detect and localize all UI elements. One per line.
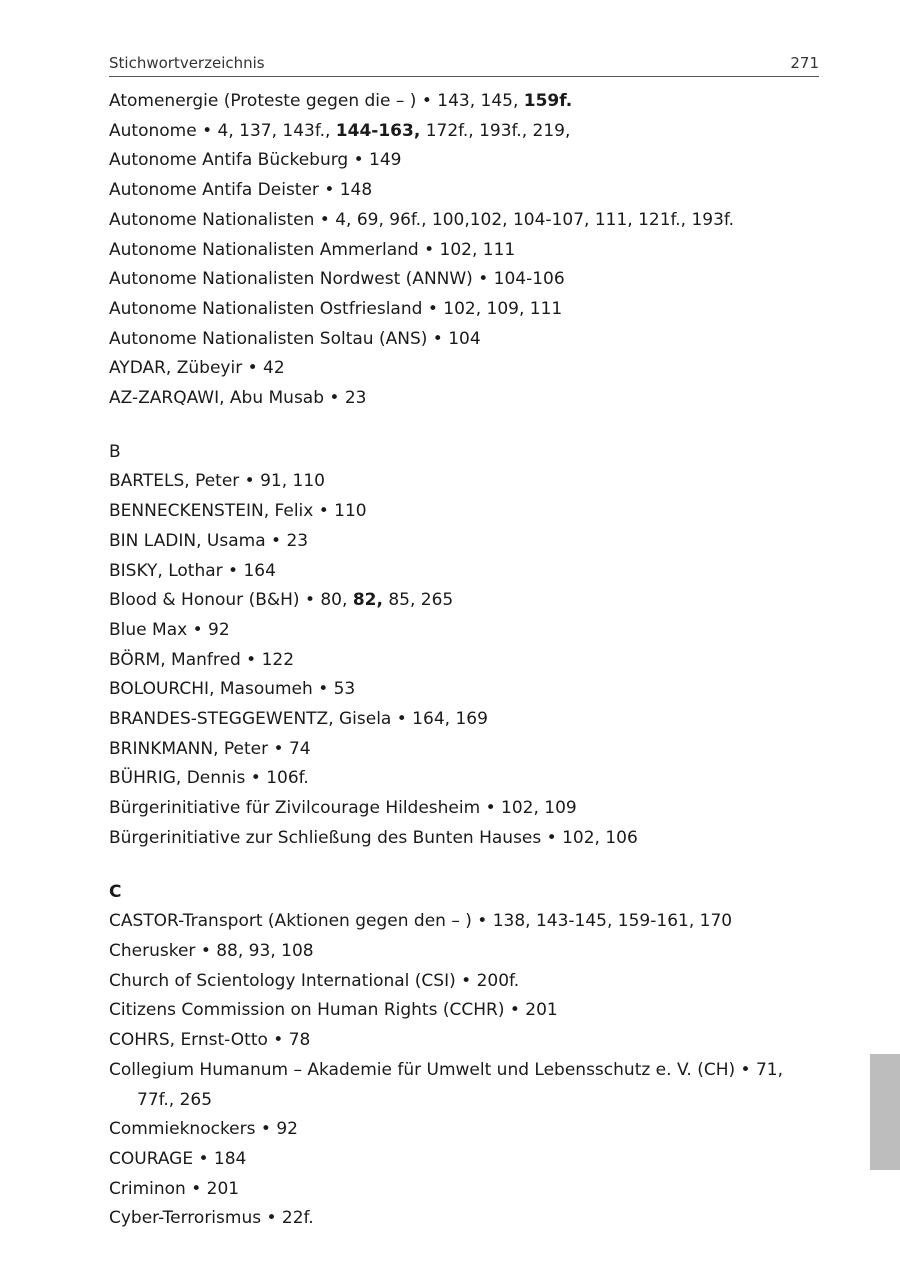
index-entry: BRINKMANN, Peter • 74 bbox=[109, 738, 311, 759]
index-entry: Autonome • 4, 137, 143f., 144-163, 172f., 193f., 219, bbox=[109, 120, 571, 141]
section-letter-b: B bbox=[109, 441, 121, 462]
index-entry: Cyber-Terrorismus • 22f. bbox=[109, 1208, 314, 1229]
index-entry: AZ-ZARQAWI, Abu Musab • 23 bbox=[109, 388, 367, 409]
index-entry: COHRS, Ernst-Otto • 78 bbox=[109, 1030, 311, 1051]
index-entry: Citizens Commission on Human Rights (CCHR) • 201 bbox=[109, 1000, 558, 1021]
index-entry: Autonome Nationalisten Soltau (ANS) • 104 bbox=[109, 328, 481, 349]
bold-page-ref: 144-163, bbox=[335, 120, 421, 141]
bold-page-ref: 159f. bbox=[523, 91, 573, 111]
section-letter-c: C bbox=[109, 881, 122, 902]
index-entry: BÜHRIG, Dennis • 106f. bbox=[109, 768, 309, 789]
index-entry: BARTELS, Peter • 91, 110 bbox=[109, 471, 326, 492]
index-entry: Autonome Nationalisten Ostfriesland • 102, 109, 111 bbox=[109, 298, 563, 319]
index-entry: Commieknockers • 92 bbox=[109, 1119, 298, 1140]
index-entry: BISKY, Lothar • 164 bbox=[109, 560, 276, 581]
index-entry: Criminon • 201 bbox=[109, 1178, 240, 1199]
index-entry: Autonome Antifa Deister • 148 bbox=[109, 180, 373, 201]
index-entry: Church of Scientology International (CSI) • 200f. bbox=[109, 970, 520, 991]
page-number: 271 bbox=[790, 54, 819, 72]
index-entry: BRANDES-STEGGEWENTZ, Gisela • 164, 169 bbox=[109, 709, 488, 730]
index-entry: Autonome Antifa Bückeburg • 149 bbox=[109, 150, 402, 171]
index-entry: Bürgerinitiative für Zivilcourage Hildesheim • 102, 109 bbox=[109, 798, 577, 819]
index-entry: Cherusker • 88, 93, 108 bbox=[109, 940, 314, 961]
index-entry: Atomenergie (Proteste gegen die – ) • 143, 145, 159f. bbox=[109, 91, 573, 111]
index-entry: COURAGE • 184 bbox=[109, 1148, 247, 1169]
index-entry: BOLOURCHI, Masoumeh • 53 bbox=[109, 679, 356, 700]
index-entry: CASTOR-Transport (Aktionen gegen den – ) • 138, 143-145, 159-161, 170 bbox=[109, 911, 733, 932]
bold-page-ref: 82, bbox=[352, 590, 383, 611]
index-entry: Collegium Humanum – Akademie für Umwelt und Lebensschutz e. V. (CH) • 71, 77f., 265 bbox=[109, 1059, 783, 1110]
index-entry: AYDAR, Zübeyir • 42 bbox=[109, 358, 285, 379]
index-entry: BENNECKENSTEIN, Felix • 110 bbox=[109, 501, 367, 522]
page-header bbox=[109, 52, 819, 77]
index-entry: BÖRM, Manfred • 122 bbox=[109, 649, 295, 670]
index-entry: Autonome Nationalisten Ammerland • 102, 111 bbox=[109, 239, 516, 260]
thumb-index-tab bbox=[870, 1054, 900, 1170]
index-list bbox=[109, 87, 824, 1234]
running-head-title: Stichwortverzeichnis bbox=[109, 54, 265, 72]
index-entry: Blue Max • 92 bbox=[109, 619, 230, 640]
index-entry: Autonome Nationalisten • 4, 69, 96f., 100,102, 104-107, 111, 121f., 193f. bbox=[109, 209, 735, 230]
index-entry: Blood & Honour (B&H) • 80, 82, 85, 265 bbox=[109, 590, 454, 611]
index-entry: Bürgerinitiative zur Schließung des Bunten Hauses • 102, 106 bbox=[109, 827, 638, 848]
index-entry: BIN LADIN, Usama • 23 bbox=[109, 530, 309, 551]
index-entry: Autonome Nationalisten Nordwest (ANNW) • 104-106 bbox=[109, 269, 565, 290]
